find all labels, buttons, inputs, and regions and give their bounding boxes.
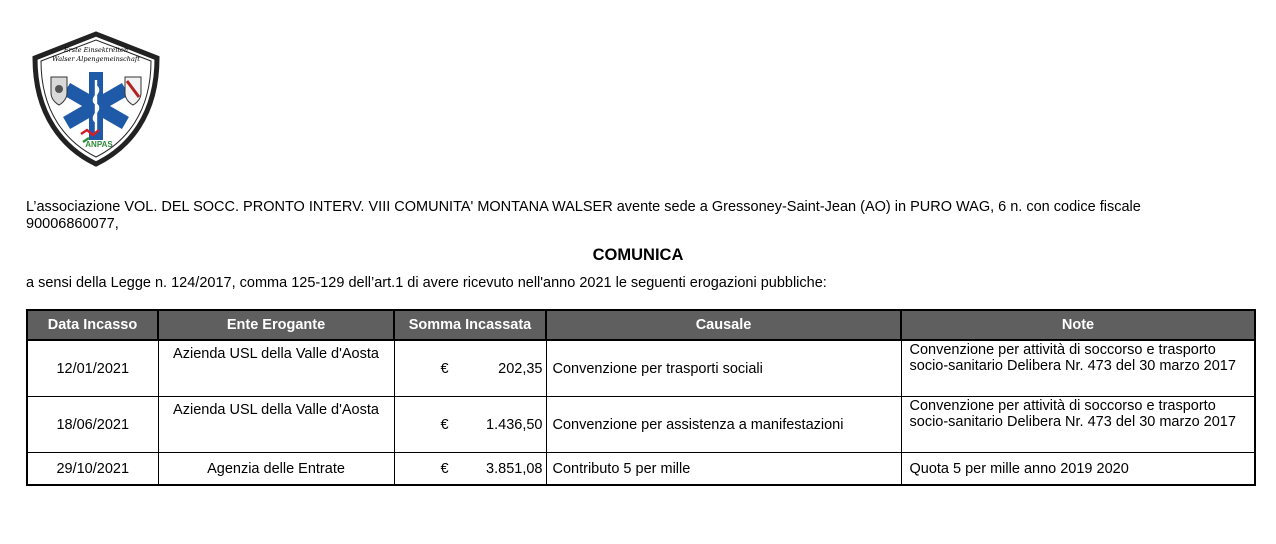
anpas-badge-label: ANPAS [85, 140, 113, 149]
association-logo [31, 30, 161, 168]
cell-causale: Convenzione per assistenza a manifestazioni [546, 397, 901, 453]
amount-value: 1.436,50 [486, 416, 543, 433]
public-funds-table [26, 309, 1256, 486]
currency-symbol: € [440, 416, 449, 433]
table-header-row [27, 310, 1255, 340]
cell-amount [394, 340, 546, 397]
cell-date: 12/01/2021 [27, 340, 158, 397]
column-header-ente: Ente Erogante [158, 310, 394, 340]
intro-paragraph [26, 199, 1251, 233]
legal-reference-line: a sensi della Legge n. 124/2017, comma 125-129 dell’art.1 di avere ricevuto nell'anno 2021 le seguenti erogazioni pubbliche: [26, 275, 827, 291]
intro-line-2: 90006860077, [26, 216, 119, 232]
amount-value: 3.851,08 [486, 460, 543, 477]
cell-note: Convenzione per attività di soccorso e trasporto socio-sanitario Delibera Nr. 473 del 30 marzo 2017 [901, 340, 1255, 397]
cell-note: Convenzione per attività di soccorso e trasporto socio-sanitario Delibera Nr. 473 del 30 marzo 2017 [901, 397, 1255, 453]
logo-motto-line1: Erste Einsektreiten [63, 46, 129, 54]
cell-amount [394, 453, 546, 486]
coat-of-arms-left-icon [51, 77, 67, 105]
cell-causale: Contributo 5 per mille [546, 453, 901, 486]
amount-value: 202,35 [498, 360, 543, 377]
cell-ente: Azienda USL della Valle d'Aosta [158, 397, 394, 453]
cell-date: 29/10/2021 [27, 453, 158, 486]
table-row [27, 397, 1255, 453]
table-row [27, 340, 1255, 397]
table-row [27, 453, 1255, 486]
cell-amount [394, 397, 546, 453]
cell-ente: Azienda USL della Valle d'Aosta [158, 340, 394, 397]
cell-date: 18/06/2021 [27, 397, 158, 453]
column-header-date: Data Incasso [27, 310, 158, 340]
column-header-amount: Somma Incassata [394, 310, 546, 340]
cell-ente: Agenzia delle Entrate [158, 453, 394, 486]
cell-causale: Convenzione per trasporti sociali [546, 340, 901, 397]
logo-motto-line2: Walser Alpengemeinschaft [52, 55, 140, 63]
cell-note: Quota 5 per mille anno 2019 2020 [901, 453, 1255, 486]
column-header-causale: Causale [546, 310, 901, 340]
intro-line-1: L’associazione VOL. DEL SOCC. PRONTO INTERV. VIII COMUNITA' MONTANA WALSER avente sede a Gressoney-Saint-Jean (AO) in PURO WAG, 6 n. con codice fiscale [26, 199, 1141, 215]
coat-of-arms-right-icon [125, 77, 141, 105]
currency-symbol: € [440, 360, 449, 377]
page-heading: COMUNICA [592, 246, 684, 264]
column-header-note: Note [901, 310, 1255, 340]
currency-symbol: € [440, 460, 449, 477]
